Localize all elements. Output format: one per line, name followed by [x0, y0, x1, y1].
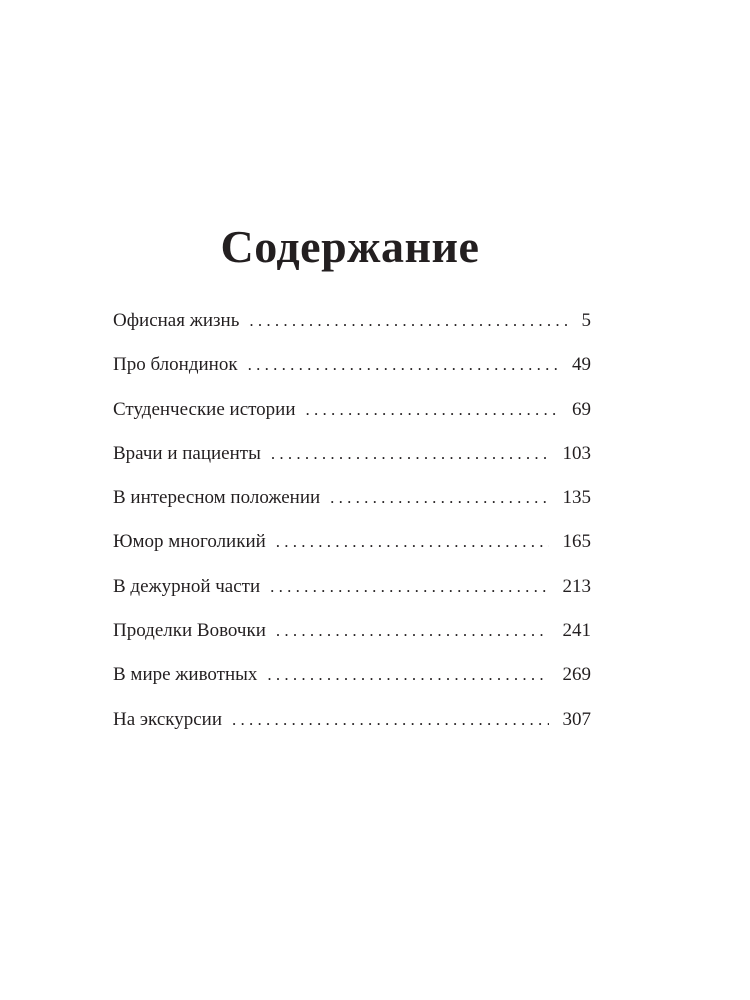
toc-entry-title: Врачи и пациенты: [113, 442, 261, 464]
toc-entry-page: 49: [572, 354, 591, 376]
toc-entry-title: В дежурной части: [113, 575, 261, 597]
toc-entry[interactable]: [113, 705, 591, 749]
toc-entry[interactable]: [113, 483, 591, 527]
toc-entry[interactable]: [113, 395, 591, 439]
toc-entry[interactable]: [113, 616, 591, 660]
toc-entry[interactable]: [113, 527, 591, 571]
toc-entry-title: В мире животных: [113, 664, 258, 686]
toc-entry-page: 103: [562, 442, 591, 464]
dot-leader: [248, 350, 558, 380]
toc-entry-title: Студенческие истории: [113, 398, 296, 420]
toc-entry-page: 165: [562, 531, 591, 553]
toc-entry-title: Юмор многоликий: [113, 531, 266, 553]
dot-leader: [249, 306, 567, 336]
dot-leader: [276, 616, 549, 646]
dot-leader: [271, 439, 549, 469]
toc-entry-title: Проделки Вовочки: [113, 620, 266, 642]
toc-entry[interactable]: [113, 306, 591, 350]
page-title: Содержание: [220, 220, 480, 272]
dot-leader: [270, 572, 548, 602]
toc-entry[interactable]: [113, 350, 591, 394]
toc-entry-page: 135: [562, 487, 591, 509]
dot-leader: [330, 483, 548, 513]
toc-entry-page: 307: [562, 708, 591, 730]
toc-entry[interactable]: [113, 572, 591, 616]
toc-entry-title: В интересном положении: [113, 487, 321, 509]
toc-entry[interactable]: [113, 439, 591, 483]
dot-leader: [306, 395, 558, 425]
toc-entry[interactable]: [113, 660, 591, 704]
table-of-contents: [113, 306, 591, 749]
dot-leader: [276, 527, 549, 557]
toc-entry-title: Про блондинок: [113, 354, 238, 376]
dot-leader: [267, 660, 548, 690]
dot-leader: [232, 705, 549, 735]
toc-entry-page: 269: [562, 664, 591, 686]
toc-entry-title: Офисная жизнь: [113, 310, 240, 331]
toc-entry-page: 69: [572, 398, 591, 420]
toc-entry-page: 213: [562, 575, 591, 597]
toc-entry-title: На экскурсии: [113, 708, 222, 730]
toc-entry-page: 241: [562, 620, 591, 642]
toc-entry-page: 5: [581, 310, 591, 331]
